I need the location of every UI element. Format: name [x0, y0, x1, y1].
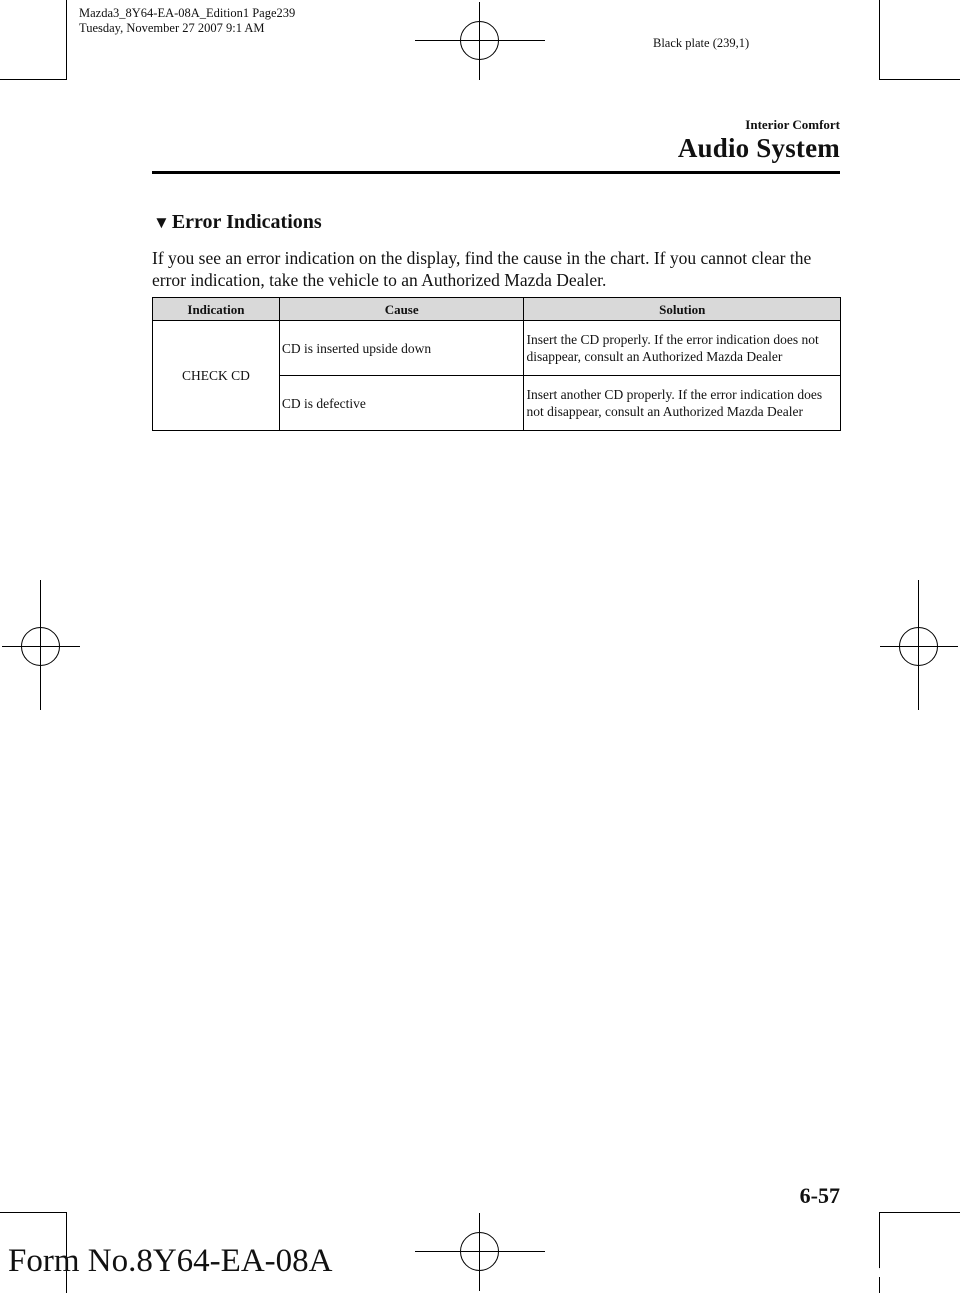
watermark-text: carmanualsonline.info [771, 1262, 952, 1281]
print-file-line: Mazda3_8Y64-EA-08A_Edition1 Page239 [79, 6, 296, 20]
print-plate: Black plate (239,1) [653, 36, 750, 50]
solution-cell: Insert another CD properly. If the error indication does not disappear, consult an Authorized Mazda Dealer [524, 376, 841, 431]
print-date-line: Tuesday, November 27 2007 9:1 AM [79, 21, 265, 35]
cause-cell: CD is defective [279, 376, 524, 431]
header-indication: Indication [153, 298, 280, 321]
triangle-marker-icon: ▼ [153, 213, 170, 232]
heading-text: Error Indications [171, 211, 322, 233]
subsection-heading [153, 211, 322, 234]
header-cause: Cause [279, 298, 524, 321]
solution-cell: Insert the CD properly. If the error indication does not disappear, consult an Authorized Mazda Dealer [524, 321, 841, 376]
table-header-row [153, 298, 841, 321]
page-number: 6-57 [799, 1183, 840, 1208]
table-row [153, 321, 841, 376]
section-title: Audio System [677, 133, 840, 163]
section-rule [152, 171, 840, 174]
header-solution: Solution [524, 298, 841, 321]
error-indication-table [152, 297, 841, 431]
form-number: Form No.8Y64-EA-08A [8, 1243, 333, 1279]
section-label: Interior Comfort [745, 117, 840, 132]
cause-cell: CD is inserted upside down [279, 321, 524, 376]
indication-cell: CHECK CD [153, 321, 280, 431]
intro-paragraph: If you see an error indication on the display, find the cause in the chart. If you cannot clear the error indication, take the vehicle to an Authorized Mazda Dealer. [152, 248, 812, 290]
